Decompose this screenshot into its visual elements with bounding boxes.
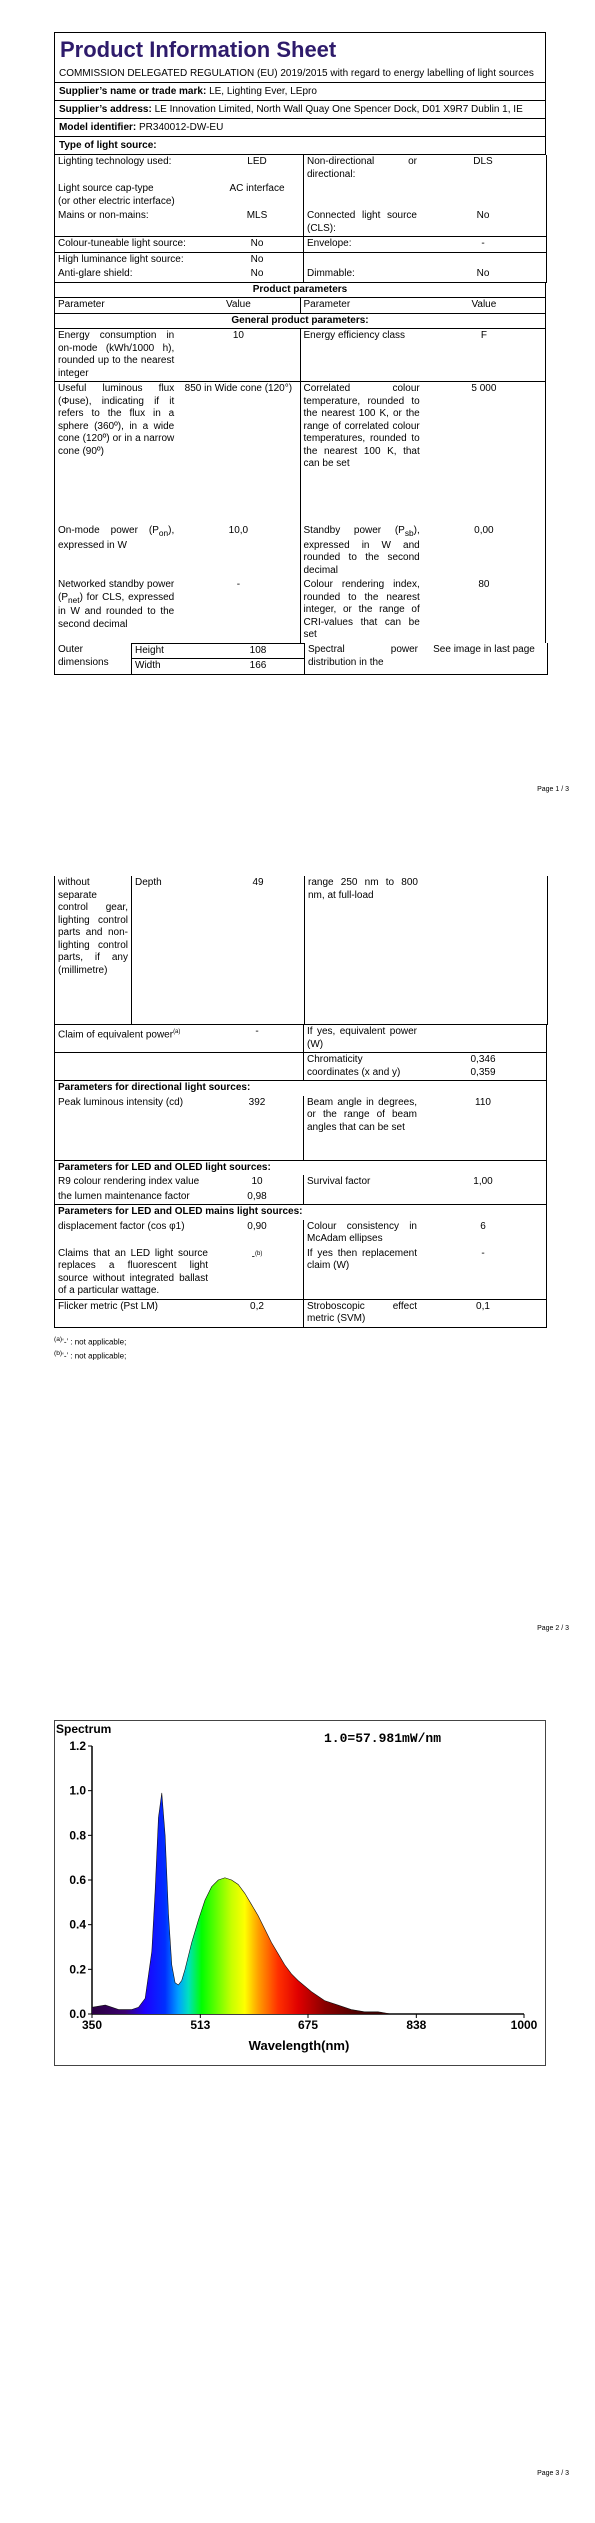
supplier-name-row — [55, 83, 545, 101]
model-identifier: PR340012-DW-EU — [139, 122, 224, 133]
standby-label-b: ), expressed in W and rounded to the second decimal — [303, 525, 420, 576]
chart-title: Spectrum — [56, 1722, 112, 1736]
footnote-b-mark: (b) — [54, 1350, 63, 1358]
page-title: Product Information Sheet — [60, 37, 337, 62]
outer-dimensions-label: Outer dimensions — [58, 644, 109, 668]
consistency-value: 6 — [480, 1220, 486, 1232]
lighting-tech-value: LED — [247, 156, 267, 167]
flicker-value: 0,2 — [250, 1300, 264, 1312]
chromaticity-x: 0,346 — [470, 1054, 496, 1065]
width-value: 166 — [212, 659, 305, 675]
energy-consumption-label: Energy consumption in on-mode (kWh/1000 h), rounded up to the nearest integer — [55, 329, 178, 382]
survival-value: 1,00 — [473, 1176, 493, 1187]
energy-class-label: Energy efficiency class — [300, 329, 423, 382]
supplier-address-row — [55, 101, 545, 119]
light-type-table — [54, 155, 547, 283]
cct-value: 5 000 — [471, 383, 497, 394]
non-directional-value: DLS — [473, 156, 493, 167]
net-standby-label-b: ) for CLS, expressed in W and rounded to the second decimal — [58, 591, 175, 630]
net-standby-sub: net — [68, 594, 80, 605]
anti-glare-label: Anti-glare shield: — [58, 268, 133, 279]
consistency-label: Colour consistency in McAdam ellipses — [304, 1220, 421, 1247]
luminous-flux-value: 850 in Wide cone (120°) — [184, 383, 293, 394]
cri-value: 80 — [478, 579, 490, 590]
supplier-address: LE Innovation Limited, North Wall Quay One Spencer Dock, D01 X9R7 Dublin 1, IE — [154, 104, 523, 115]
on-power-sub: on — [158, 528, 169, 538]
displacement-label: displacement factor (cos φ1) — [58, 1220, 185, 1232]
chromaticity-value — [420, 1053, 547, 1081]
header-block — [54, 32, 546, 155]
page-number-1: Page 1 / 3 — [537, 786, 569, 793]
x-tick-label: 1000 — [510, 2018, 538, 2032]
cap-type-label-2: (or other electric interface) — [58, 195, 175, 207]
replacement-claim-label: Claims that an LED light source replaces a fluorescent light source without integrated ballast of a particular wattage. — [55, 1247, 212, 1300]
claim-yes-value — [420, 1025, 547, 1053]
dimensions-table-2 — [54, 876, 548, 1025]
type-row — [55, 137, 545, 155]
energy-class-value: F — [423, 329, 546, 382]
y-tick-label: 0.6 — [69, 1873, 86, 1887]
on-mode-power-label — [55, 524, 178, 578]
standby-sub: sb — [404, 528, 414, 538]
outer-dimensions-continued: without separate control gear, lighting control parts and non-lighting control parts, if any (millimetre) — [58, 877, 128, 976]
colour-tuneable-label: Colour-tuneable light source: — [55, 237, 212, 253]
depth-value: 49 — [252, 877, 264, 888]
standby-power-label — [300, 524, 423, 578]
replacement-yes-value: - — [420, 1247, 547, 1300]
page-3 — [0, 1710, 595, 2523]
y-tick-label: 0.4 — [69, 1917, 86, 1932]
net-standby-value: - — [236, 579, 241, 590]
supplier-name: LE, Lighting Ever, LEpro — [209, 86, 317, 97]
footnote-b — [54, 1348, 546, 1363]
envelope-value: - — [420, 237, 547, 253]
net-standby-label-a: Networked standby power (P — [58, 579, 175, 603]
type-label: Type of light source: — [59, 140, 157, 151]
supplier-address-label: Supplier’s address: — [59, 104, 152, 115]
model-row — [55, 119, 545, 137]
y-tick-label: 0.2 — [69, 1962, 86, 1977]
model-label: Model identifier: — [59, 122, 137, 133]
flicker-label: Flicker metric (Pst LM) — [58, 1300, 158, 1312]
col-parameter-header-2: Parameter — [300, 298, 423, 314]
lighting-tech-label: Lighting technology used: — [58, 156, 172, 167]
y-tick-label: 1.2 — [69, 1739, 86, 1753]
net-standby-label — [55, 578, 178, 643]
energy-consumption-value: 10 — [177, 329, 300, 382]
luminous-flux-label: Useful luminous flux (Φuse), indicating if it refers to the flux in a sphere (360º), in a wide cone (120º) or in a narrow cone (90º) — [58, 383, 175, 457]
regulation-text: COMMISSION DELEGATED REGULATION (EU) 2019/2015 with regard to energy labelling of light sources — [55, 65, 545, 83]
y-tick-label: 0.8 — [69, 1828, 86, 1843]
mains-label: Mains or non-mains: — [55, 209, 212, 237]
spectral-value: See image in last page — [433, 644, 535, 655]
page-1 — [0, 0, 595, 800]
chart-annotation: 1.0=57.981mW/nm — [324, 1731, 442, 1746]
dimmable-label: Dimmable: — [304, 267, 421, 282]
directional-heading: Parameters for directional light sources: — [58, 1082, 251, 1093]
height-label: Height — [132, 643, 213, 659]
page-number-3: Page 3 / 3 — [537, 2470, 569, 2477]
r9-value: 10 — [251, 1176, 263, 1187]
high-luminance-value: No — [250, 253, 264, 265]
claim-footnote-mark: (a) — [173, 1029, 181, 1035]
footnote-a-mark: (a) — [54, 1335, 63, 1343]
depth-label: Depth — [132, 876, 213, 1025]
cct-label: Correlated colour temperature, rounded to the nearest 100 K, or the range of correlated colour temperatures, rounded to the nearest 100 K, that can be set — [300, 382, 423, 525]
chromaticity-y: 0,359 — [470, 1066, 496, 1078]
supplier-name-label: Supplier’s name or trade mark: — [59, 86, 207, 97]
non-directional-label: Non-directional or directional: — [304, 155, 421, 182]
col-value-header-2: Value — [471, 299, 497, 310]
dimmable-value: No — [476, 268, 490, 279]
page-number-2: Page 2 / 3 — [537, 1625, 569, 1632]
chromaticity-label: Chromaticity coordinates (x and y) — [304, 1053, 421, 1081]
col-value-header: Value — [225, 299, 251, 310]
displacement-value: 0,90 — [247, 1220, 267, 1232]
colour-tuneable-value: No — [211, 237, 304, 253]
info-sheet-part-1 — [54, 32, 546, 675]
spectral-label-1: Spectral power distribution in the — [305, 643, 422, 674]
on-power-label-a: On-mode power (P — [58, 525, 159, 536]
page-2 — [0, 860, 595, 1680]
parameters-table-1 — [54, 283, 546, 643]
survival-label: Survival factor — [304, 1175, 421, 1190]
claim-label — [55, 1025, 212, 1053]
stroboscopic-value: 0,1 — [476, 1300, 490, 1312]
claim-value: - — [211, 1025, 304, 1053]
high-luminance-label: High luminance light source: — [58, 253, 184, 265]
spectrum-chart — [54, 1720, 546, 2066]
y-tick-label: 1.0 — [69, 1783, 86, 1798]
cri-label: Colour rendering index, rounded to the nearest integer, or the range of CRI-values that can be set — [300, 578, 423, 643]
replacement-claim-value — [211, 1247, 304, 1300]
y-tick-label: 0.0 — [69, 2007, 86, 2021]
x-tick-label: 513 — [190, 2018, 211, 2032]
info-sheet-part-2 — [54, 876, 546, 1363]
footnote-a-text: ‘-’ : not applicable; — [62, 1337, 127, 1347]
width-label: Width — [132, 659, 213, 675]
beam-angle-label: Beam angle in degrees, or the range of beam angles that can be set — [304, 1096, 421, 1161]
standby-label-a: Standby power (P — [303, 525, 405, 536]
replacement-footnote-mark: (b) — [255, 1250, 263, 1257]
height-value: 108 — [212, 643, 305, 659]
chart-marks — [92, 1793, 524, 2014]
lumen-maintenance-value: 0,98 — [211, 1190, 304, 1205]
general-parameters-heading: General product parameters: — [55, 313, 546, 329]
standby-power-value: 0,00 — [474, 525, 494, 536]
cap-type-value: AC interface — [229, 183, 285, 194]
claim-label-text: Claim of equivalent power — [58, 1029, 174, 1041]
connected-label: Connected light source (CLS): — [304, 209, 421, 237]
stroboscopic-label: Stroboscopic effect metric (SVM) — [304, 1299, 421, 1327]
peak-intensity-label: Peak luminous intensity (cd) — [55, 1096, 212, 1161]
on-power-label-b: ), expressed in W — [58, 525, 175, 551]
replacement-yes-label: If yes then replacement claim (W) — [304, 1247, 421, 1300]
on-mode-power-value: 10,0 — [228, 525, 249, 536]
led-mains-heading: Parameters for LED and OLED mains light sources: — [58, 1206, 303, 1217]
beam-angle-value: 110 — [420, 1096, 547, 1161]
mains-value: MLS — [211, 209, 304, 237]
r9-label: R9 colour rendering index value — [58, 1176, 200, 1187]
replacement-claim-dash: - — [251, 1250, 255, 1262]
parameters-table-2 — [54, 1025, 547, 1328]
x-axis-label: Wavelength(nm) — [248, 2038, 350, 2053]
x-tick-label: 350 — [81, 2018, 103, 2032]
footnote-b-text: ‘-’ : not applicable; — [62, 1351, 127, 1361]
anti-glare-value: No — [250, 268, 264, 279]
footnotes — [54, 1334, 546, 1363]
col-parameter-header: Parameter — [58, 299, 105, 310]
x-tick-label: 675 — [297, 2018, 319, 2032]
product-parameters-heading: Product parameters — [55, 283, 546, 298]
x-tick-label: 838 — [406, 2018, 427, 2032]
peak-intensity-value: 392 — [211, 1096, 304, 1161]
spectrum-area — [92, 1793, 524, 2014]
claim-yes-label: If yes, equivalent power (W) — [304, 1025, 421, 1053]
cap-type-label-1: Light source cap-type — [58, 183, 154, 194]
cap-type-label — [55, 182, 212, 209]
envelope-label: Envelope: — [304, 237, 421, 253]
lumen-maintenance-label: the lumen maintenance factor — [55, 1190, 212, 1205]
dimensions-table-1 — [54, 643, 548, 675]
connected-value: No — [420, 209, 547, 237]
led-heading: Parameters for LED and OLED light sources: — [58, 1161, 271, 1173]
footnote-a — [54, 1334, 546, 1349]
spectral-label-2: range 250 nm to 800 nm, at full-load — [305, 876, 422, 1025]
